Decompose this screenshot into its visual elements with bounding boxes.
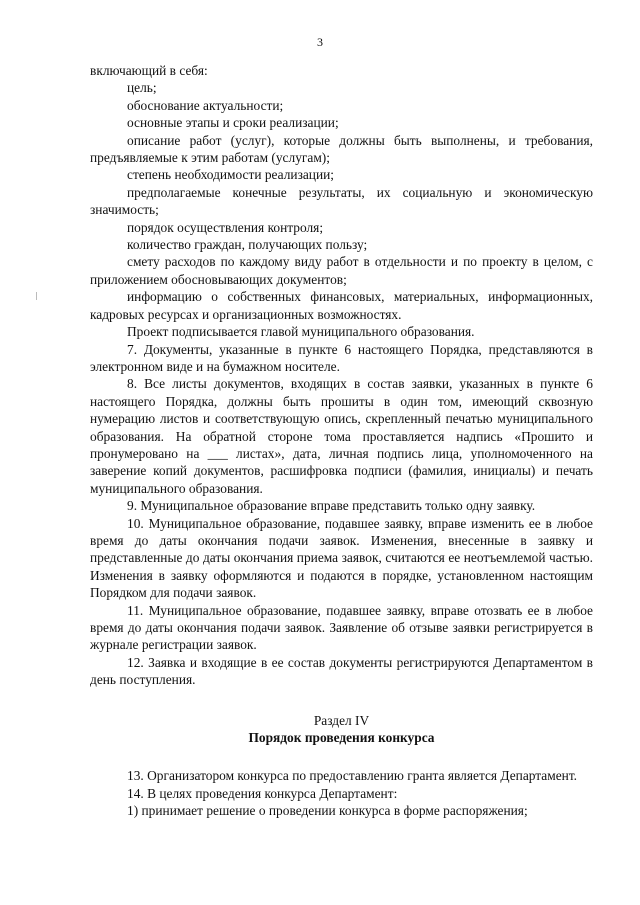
paragraph-8: 8. Все листы документов, входящих в состав заявки, указанных в пункте 6 настоящего Порядка, должны быть прошиты в один том, имеющий сквозную нумерацию листов и соответствующую опись, скрепленный печатью муниципального образования. На обратной стороне тома проставляется надпись «Прошито и пронумеровано на ___ листах», дата, личная подпись лица, уполномоченного на заверение копий документов, расшифровка подписи (фамилия, инициалы) и печать муниципального образования. xyxy=(90,376,593,496)
list-item: описание работ (услуг), которые должны быть выполнены, и требования, предъявляемые к этим работам (услугам); xyxy=(90,132,593,166)
document-body xyxy=(90,62,593,820)
section-title: Порядок проведения конкурса xyxy=(248,730,435,746)
list-item: 1) принимает решение о проведении конкурса в форме распоряжения; xyxy=(127,803,528,819)
paragraph-12: 12. Заявка и входящие в ее состав документы регистрируются Департаментом в день поступления. xyxy=(90,654,593,688)
list-item: информацию о собственных финансовых, материальных, информационных, кадровых ресурсах и организационных возможностях. xyxy=(90,289,593,322)
paragraph-10: 10. Муниципальное образование, подавшее заявку, вправе изменить ее в любое время до даты окончания подачи заявок. Изменения, внесенные в заявку и представленные до даты окончания приема заявок, считаются ее неотъемлемой частью. Изменения в заявку оформляются и подаются в порядке, установленном настоящим Порядком для подачи заявок. xyxy=(90,515,593,601)
list-item: цель; xyxy=(127,80,157,96)
margin-mark xyxy=(36,292,37,300)
list-item: основные этапы и сроки реализации; xyxy=(127,115,339,131)
paragraph-9: 9. Муниципальное образование вправе представить только одну заявку. xyxy=(127,498,536,514)
list-item: смету расходов по каждому виду работ в отдельности и по проекту в целом, с приложением обосновывающих документов; xyxy=(90,254,593,287)
list-item: обоснование актуальности; xyxy=(127,97,284,113)
list-item: количество граждан, получающих пользу; xyxy=(127,237,368,253)
intro-line: включающий в себя: xyxy=(90,63,208,78)
section-heading: Раздел IV xyxy=(313,712,370,728)
paragraph-11: 11. Муниципальное образование, подавшее заявку, вправе отозвать ее в любое время до даты окончания подачи заявок. Заявление об отзыве заявки регистрируется в журнале регистрации заявок. xyxy=(90,602,593,653)
paragraph-7: 7. Документы, указанные в пункте 6 настоящего Порядка, представляются в электронном виде и на бумажном носителе. xyxy=(90,341,593,374)
list-item: степень необходимости реализации; xyxy=(127,167,335,183)
page-number: 3 xyxy=(317,35,323,49)
signature-note: Проект подписывается главой муниципального образования. xyxy=(127,324,475,340)
paragraph-13: 13. Организатором конкурса по предоставлению гранта является Департамент. xyxy=(127,768,578,784)
paragraph-14: 14. В целях проведения конкурса Департамент: xyxy=(127,785,398,801)
list-item: порядок осуществления контроля; xyxy=(127,219,324,235)
list-item: предполагаемые конечные результаты, их социальную и экономическую значимость; xyxy=(90,184,593,218)
